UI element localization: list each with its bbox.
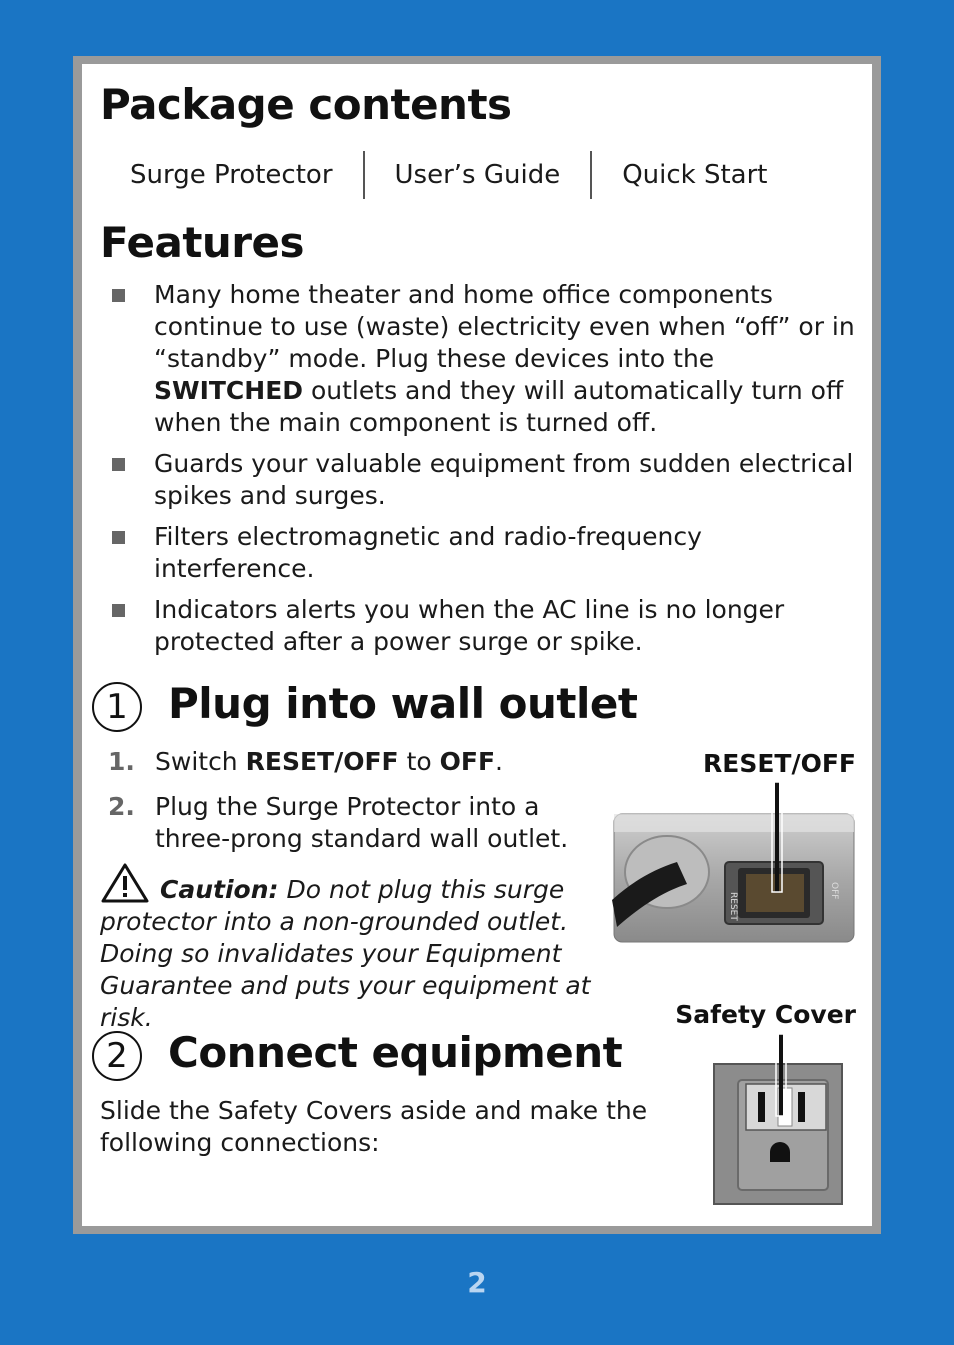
instruction-step: 1. Switch RESET/OFF to OFF.: [108, 747, 503, 776]
step-2-number-icon: 2: [92, 1031, 142, 1081]
square-bullet-icon: [112, 531, 125, 544]
safety-cover-outlet-illustration: [712, 1034, 844, 1206]
instruction-step: 2. Plug the Surge Protector into a three-prong standard wall outlet.: [108, 792, 569, 853]
divider: [363, 151, 365, 199]
step-1-instructions: [100, 746, 580, 868]
feature-item: Many home theater and home office components continue to use (waste) electricity even when “off” or in “standby” mode. Plug these devices into the SWITCHED outlets and they will automatically turn off when the main component is turned off.: [82, 279, 862, 439]
switch-off-label: OFF: [829, 882, 839, 900]
square-bullet-icon: [112, 289, 125, 302]
page-card-inner: [82, 64, 872, 1226]
feature-item: Filters electromagnetic and radio-frequency interference.: [82, 521, 862, 585]
step-1-heading: Plug into wall outlet: [168, 679, 638, 728]
warning-triangle-icon: [100, 862, 150, 904]
package-item-surge-protector: Surge Protector: [130, 160, 333, 190]
package-contents-heading: Package contents: [100, 80, 512, 129]
switch-reset-label: RESET: [728, 892, 738, 921]
page-number: 2: [467, 1266, 487, 1299]
features-heading: Features: [100, 218, 304, 267]
reset-switch-illustration: [612, 782, 857, 944]
features-list: [82, 279, 862, 667]
step-2-heading: Connect equipment: [168, 1028, 623, 1077]
step-1-number-icon: 1: [92, 682, 142, 732]
caution-note: Caution: Do not plug this surge protector into a non-grounded outlet. Doing so invalidates your Equipment Guarantee and puts your equipment at risk.: [100, 862, 640, 1034]
step-2-description: Slide the Safety Covers aside and make the following connections:: [100, 1096, 648, 1157]
feature-item: Guards your valuable equipment from sudden electrical spikes and surges.: [82, 448, 862, 512]
feature-item: Indicators alerts you when the AC line is no longer protected after a power surge or spike.: [82, 594, 862, 658]
package-item-quick-start: Quick Start: [622, 160, 768, 190]
package-contents-list: [102, 150, 768, 200]
square-bullet-icon: [112, 458, 125, 471]
reset-off-caption: RESET/OFF: [702, 749, 856, 778]
square-bullet-icon: [112, 604, 125, 617]
divider: [590, 151, 592, 199]
package-item-users-guide: User’s Guide: [394, 160, 561, 190]
page-card: [73, 56, 881, 1234]
safety-cover-caption: Safety Cover: [675, 1000, 856, 1029]
